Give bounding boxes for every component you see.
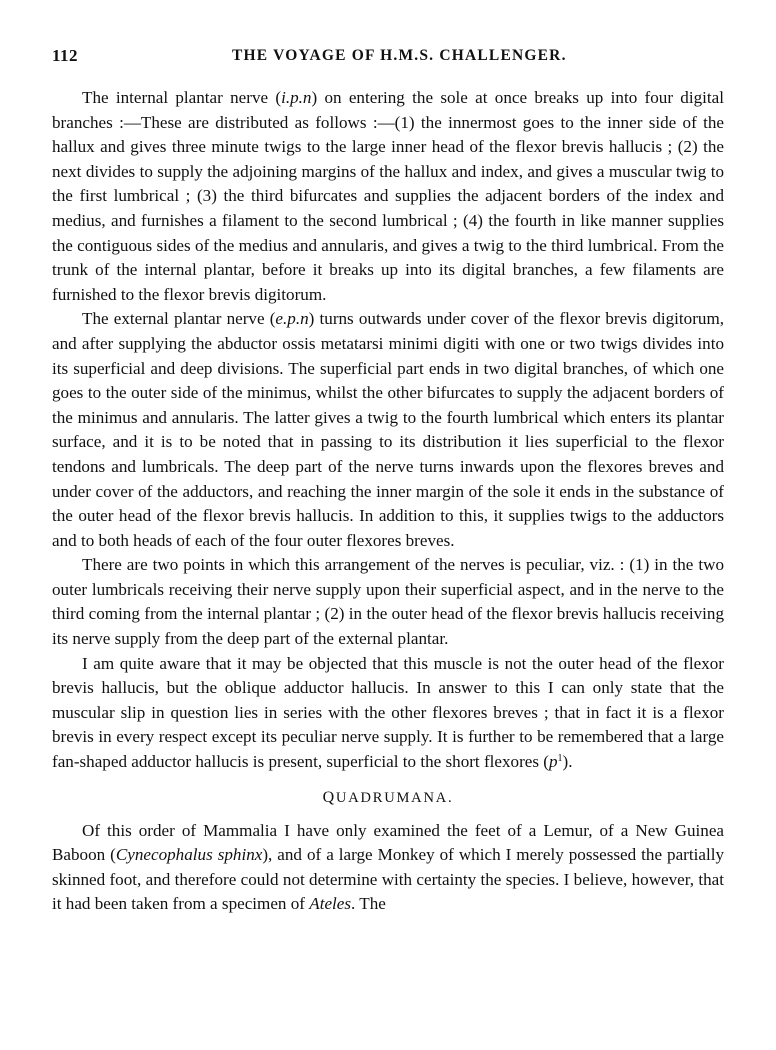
paragraph-internal-plantar: The internal plantar nerve (i.p.n) on entering the sole at once breaks up into four digital branches :—These are distributed as follows :—(1) the innermost goes to the inner side of the hallux and gives three minute twigs to the large inner head of the flexor brevis hallucis ; (2) the next divides to supply the adjoining margins of the hallux and index, and gives a muscular twig to the first lumbrical ; (3) the third bifurcates and supplies the adjacent borders of the index and medius, and furnishes a filament to the second lumbrical ; (4) the fourth in like manner supplies the contiguous sides of the medius and annularis, and gives a twig to the third lumbrical. From the trunk of the internal plantar, before it breaks up into its digital branches, a few filaments are furnished to the flexor brevis digitorum. <box>52 88 724 304</box>
body-text <box>52 86 724 917</box>
paragraph-quadrumana: Of this order of Mammalia I have only examined the feet of a Lemur, of a New Guinea Baboon (Cynecophalus sphinx), and of a large Monkey of which I merely possessed the partially skinned foot, and therefore could not determine with certainty the species. I believe, however, that it had been taken from a specimen of Ateles. The <box>52 820 724 914</box>
paragraph-objection: I am quite aware that it may be objected that this muscle is not the outer head of the flexor brevis hallucis, but the oblique adductor hallucis. In answer to this I can only state that the muscular slip in question lies in series with the other flexores breves ; that in fact it is a flexor brevis in every respect except its peculiar nerve supply. It is further to be remembered that a large fan-shaped adductor hallucis is present, superficial to the short flexores $(p^1)$. <box>52 653 724 772</box>
abbrev-epn: e.p.n <box>275 309 309 329</box>
paragraph-peculiar-points: There are two points in which this arrangement of the nerves is peculiar, viz. : (1) in the two outer lumbricals receiving their nerve supply upon their superficial aspect, and in the nerve to the third coming from the internal plantar ; (2) in the outer head of the flexor brevis hallucis receiving its nerve supply from the deep part of the external plantar. <box>52 555 724 649</box>
running-title: THE VOYAGE OF H.M.S. CHALLENGER. <box>232 47 567 64</box>
page-number: 112 <box>52 46 79 65</box>
figure-ref-superscript: 1 <box>557 753 563 765</box>
page-header <box>52 46 724 72</box>
paragraph-external-plantar: The external plantar nerve (e.p.n) turns outwards under cover of the flexor brevis digitorum, and after supplying the abductor ossis metatarsi minimi digiti with one or two twigs divides into its superficial and deep divisions. The superficial part ends in two digital branches, of which one goes to the outer side of the minimus, whilst the other bifurcates to supply the adjacent borders of the minimus and annularis. The latter gives a twig to the fourth lumbrical which enters its plantar surface, and it is to be noted that in passing to its distribution it lies superficial to the flexor tendons and lumbricals. The deep part of the nerve turns inwards upon the flexores breves and under cover of the adductors, and reaching the inner margin of the sole it ends in the substance of the outer head of the flexor brevis hallucis. In addition to this, it supplies twigs to the adductors and to both heads of each of the four outer flexores breves. <box>52 309 725 550</box>
figure-ref-p: p <box>548 752 558 772</box>
abbrev-ipn: i.p.n <box>281 88 312 107</box>
section-heading-quadrumana: QUADRUMANA. <box>322 788 454 806</box>
genus-name: Ateles <box>309 894 352 914</box>
species-name: Cynecophalus sphinx <box>115 845 263 865</box>
